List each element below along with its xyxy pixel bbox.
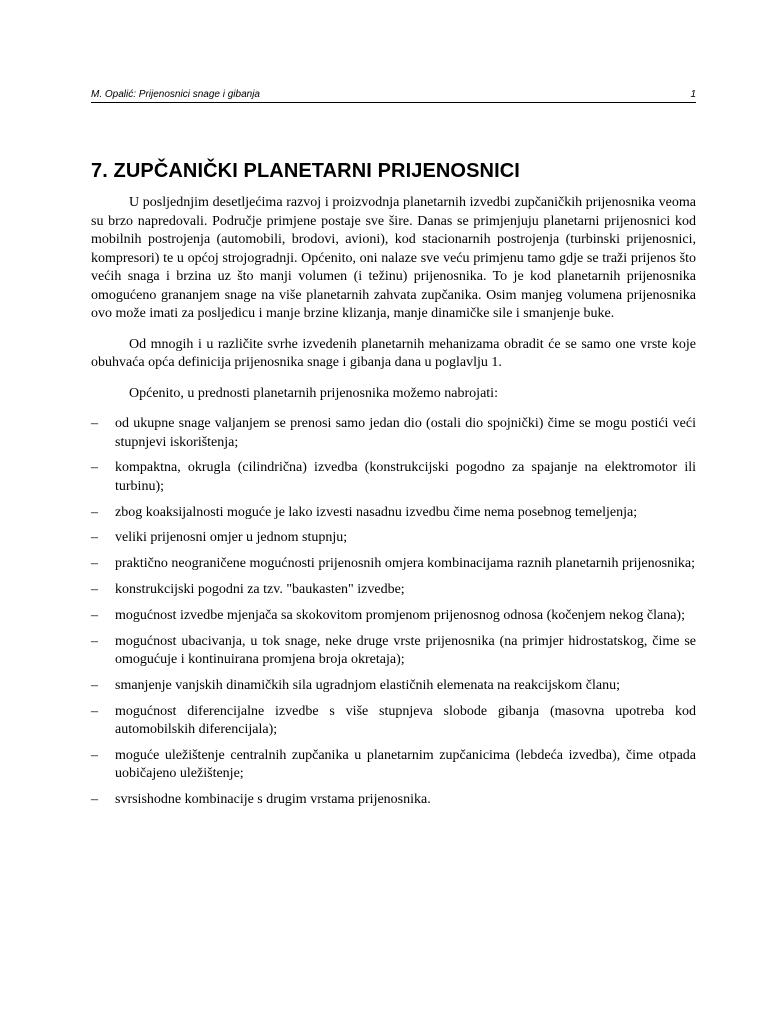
list-item [91, 791, 696, 810]
advantages-list [91, 415, 696, 810]
bullet-dash: – [91, 504, 98, 520]
bullet-dash: – [91, 677, 98, 693]
bullet-dash: – [91, 703, 98, 719]
body-text [91, 194, 696, 817]
list-item [91, 607, 696, 626]
chapter-title: 7. ZUPČANIČKI PLANETARNI PRIJENOSNICI [91, 160, 520, 182]
header-divider [91, 102, 696, 103]
list-item [91, 703, 696, 740]
bullet-dash: – [91, 581, 98, 597]
running-header [91, 88, 696, 102]
paragraph-advantages-lead: Općenito, u prednosti planetarnih prijenosnika možemo nabrojati: [129, 385, 498, 401]
list-item-text: mogućnost diferencijalne izvedbe s više stupnjeva slobode gibanja (masovna upotreba kod automobilskih diferencijala); [115, 703, 696, 738]
list-item-text: praktično neograničene mogućnosti prijenosnih omjera kombinacijama raznih planetarnih prijenosnika; [115, 556, 696, 572]
list-item [91, 529, 696, 548]
bullet-dash: – [91, 556, 98, 572]
list-item [91, 747, 696, 784]
list-item-text: zbog koaksijalnosti moguće je lako izvesti nasadnu izvedbu čime nema posebnog temeljenja; [115, 504, 638, 520]
bullet-dash: – [91, 530, 98, 546]
paragraph-intro: U posljednjim desetljećima razvoj i proizvodnja planetarnih izvedbi zupčaničkih prijenosnika veoma su brzo napredovali. Područje primjene postaje sve šire. Danas se primjenjuju planetarni prijenosnici kod mobilnih postrojenja (automobili, brodovi, avioni), kod stacionarnih postrojenja (turbinski prijenosnici, kompresori) te u općoj strojogradnji. Općenito, oni nalaze sve veću primjenu tamo gdje se traži prijenos što većih snaga i brzina uz što manji volumen (i težinu) prijenosnika. To je kod planetarnih prijenosnika omogućeno grananjem snage na više planetarnih zahvata zupčanika. Osim manjeg volumena prijenosnika ovo može imati za posljedicu i manje brzine klizanja, manje dinamičke sile i smanjenje buke. [91, 195, 696, 321]
header-author-title: M. Opalić: Prijenosnici snage i gibanja [91, 89, 260, 100]
list-item [91, 459, 696, 496]
list-item-text: veliki prijenosni omjer u jednom stupnju; [115, 530, 348, 546]
list-item-text: svrsishodne kombinacije s drugim vrstama prijenosnika. [115, 792, 431, 808]
bullet-dash: – [91, 607, 98, 623]
paragraph-scope: Od mnogih i u različite svrhe izvedenih planetarnih mehanizama obradit će se samo one vrste koje obuhvaća opća definicija prijenosnika snage i gibanja dana u poglavlju 1. [91, 336, 696, 370]
list-item [91, 581, 696, 600]
list-item [91, 677, 696, 696]
bullet-dash: – [91, 460, 98, 476]
list-item-text: od ukupne snage valjanjem se prenosi samo jedan dio (ostali dio spojnički) čime se mogu postići veći stupnjevi iskorištenja; [115, 416, 696, 450]
list-item-text: moguće uležištenje centralnih zupčanika u planetarnim zupčanicima (lebdeća izvedba), čime otpada uobičajeno uležištenje; [115, 747, 696, 782]
bullet-dash: – [91, 792, 98, 808]
list-item-text: mogućnost ubacivanja, u tok snage, neke druge vrste prijenosnika (na primjer hidrostatskog, čime se omogućuje i kontinuirana promjena broja okretaja); [115, 633, 696, 668]
list-item [91, 415, 696, 452]
list-item-text: mogućnost izvedbe mjenjača sa skokovitom promjenom prijenosnog odnosa (kočenjem nekog člana); [115, 607, 685, 623]
bullet-dash: – [91, 747, 98, 763]
page-number: 1 [690, 89, 696, 100]
list-item-text: smanjenje vanjskih dinamičkih sila ugradnjom elastičnih elemenata na reakcijskom članu; [115, 677, 621, 693]
list-item-text: kompaktna, okrugla (cilindrična) izvedba (konstrukcijski pogodno za spajanje na elektromotor ili turbinu); [115, 460, 696, 494]
bullet-dash: – [91, 416, 98, 431]
list-item-text: konstrukcijski pogodni za tzv. "baukasten" izvedbe; [115, 581, 405, 597]
list-item [91, 633, 696, 670]
bullet-dash: – [91, 633, 98, 649]
list-item [91, 504, 696, 523]
list-item [91, 555, 696, 574]
